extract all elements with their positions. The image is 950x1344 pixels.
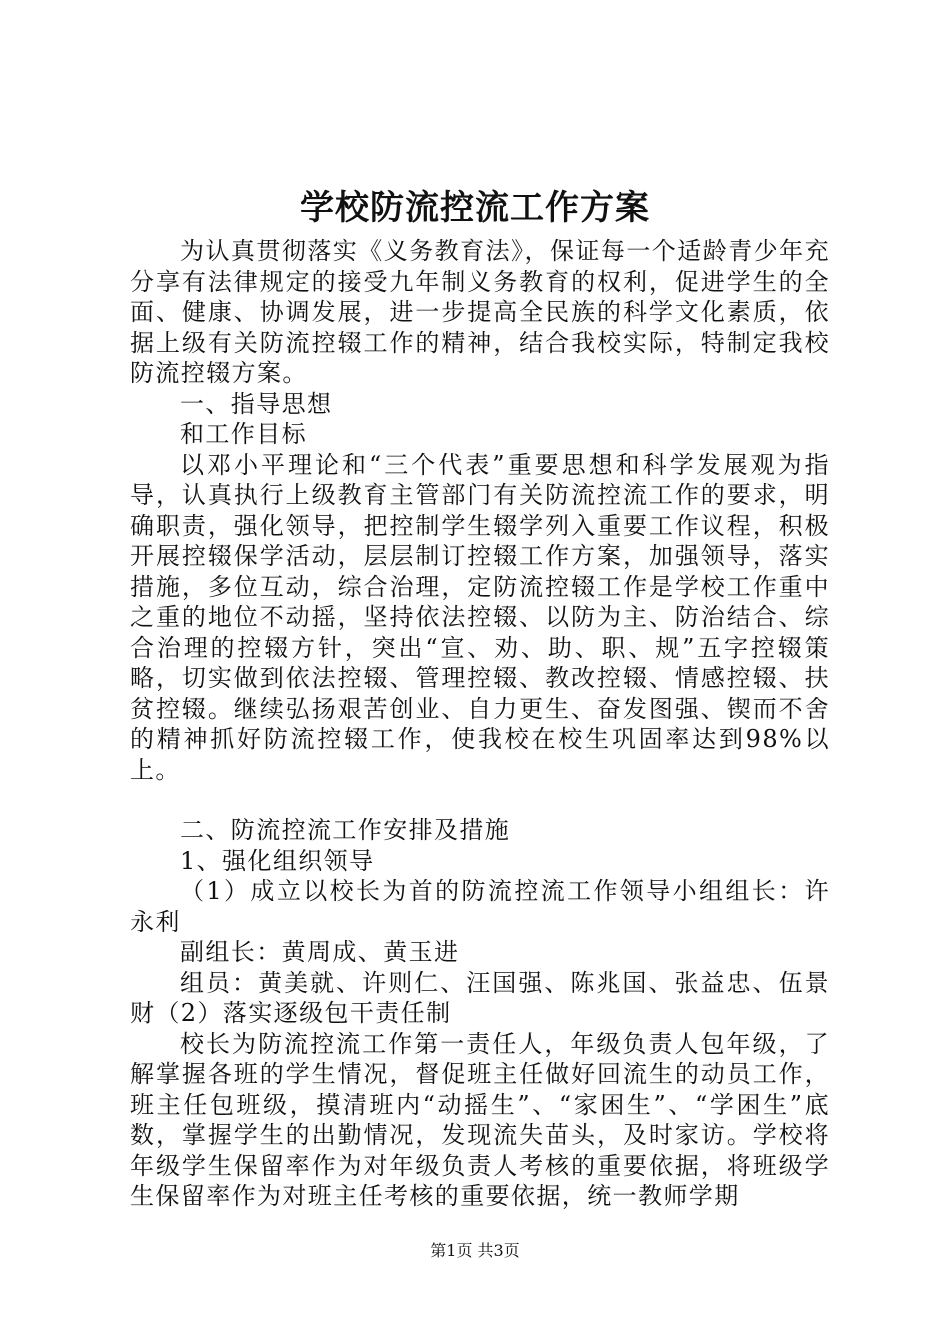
heading-work-arrangement: 二、防流控流工作安排及措施 [180, 816, 511, 844]
heading-guiding-ideology: 一、指导思想 [180, 389, 333, 418]
paragraph-group-members: 组员：黄美就、许则仁、汪国强、陈兆国、张益忠、伍景财（2）落实逐级包干责任制 [130, 968, 830, 1027]
paragraph-intro: 为认真贯彻落实《义务教育法》，保证每一个适龄青少年充分享有法律规定的接受九年制义务教育的权利，促进学生的全面、健康、协调发展，进一步提高全民族的科学文化素质，依据上级有关防流控辍工作的精神，结合我校实际，特制定我校防流控辍方案。 [130, 237, 830, 387]
paragraph-leading-group: （1）成立以校长为首的防流控流工作领导小组组长：许永利 [130, 877, 830, 936]
paragraph-deputy-leaders: 副组长：黄周成、黄玉进 [180, 938, 460, 966]
paragraph-responsibility: 校长为防流控流工作第一责任人，年级负责人包年级，了解掌握各班的学生情况，督促班主任做好回流生的动员工作，班主任包班级，摸清班内“动摇生”、“家困生”、“学困生”底数，掌握学生的出勤情况，发现流失苗头，及时家访。学校将年级学生保留率作为对年级负责人考核的重要依据，将班级学生保留率作为对班主任考核的重要依据，统一教师学期 [130, 1029, 830, 1210]
document-title: 学校防流控流工作方案 [300, 188, 650, 228]
paragraph-spacer [130, 785, 830, 815]
heading-strengthen-leadership: 1、强化组织领导 [180, 846, 375, 875]
paragraph-guiding-ideology: 以邓小平理论和“三个代表”重要思想和科学发展观为指导，认真执行上级教育主管部门有关防流控流工作的要求，明确职责，强化领导，把控制学生辍学列入重要工作议程，积极开展控辍保学活动，层层制订控辍工作方案，加强领导，落实措施，多位互动，综合治理，定防流控辍工作是学校工作重中之重的地位不动摇，坚持依法控辍、以防为主、防治结合、综合治理的控辍方针，突出“宣、劝、助、职、规”五字控辍策略，切实做到依法控辍、管理控辍、教改控辍、情感控辍、扶贫控辍。继续弘扬艰苦创业、自力更生、奋发图强、锲而不舍的精神抓好防流控辍工作，使我校在校生巩固率达到98%以上。 [130, 450, 830, 784]
document-body [130, 236, 830, 1212]
heading-work-goals: 和工作目标 [180, 420, 307, 448]
page-number-footer: 第1页 共3页 [430, 1241, 520, 1260]
